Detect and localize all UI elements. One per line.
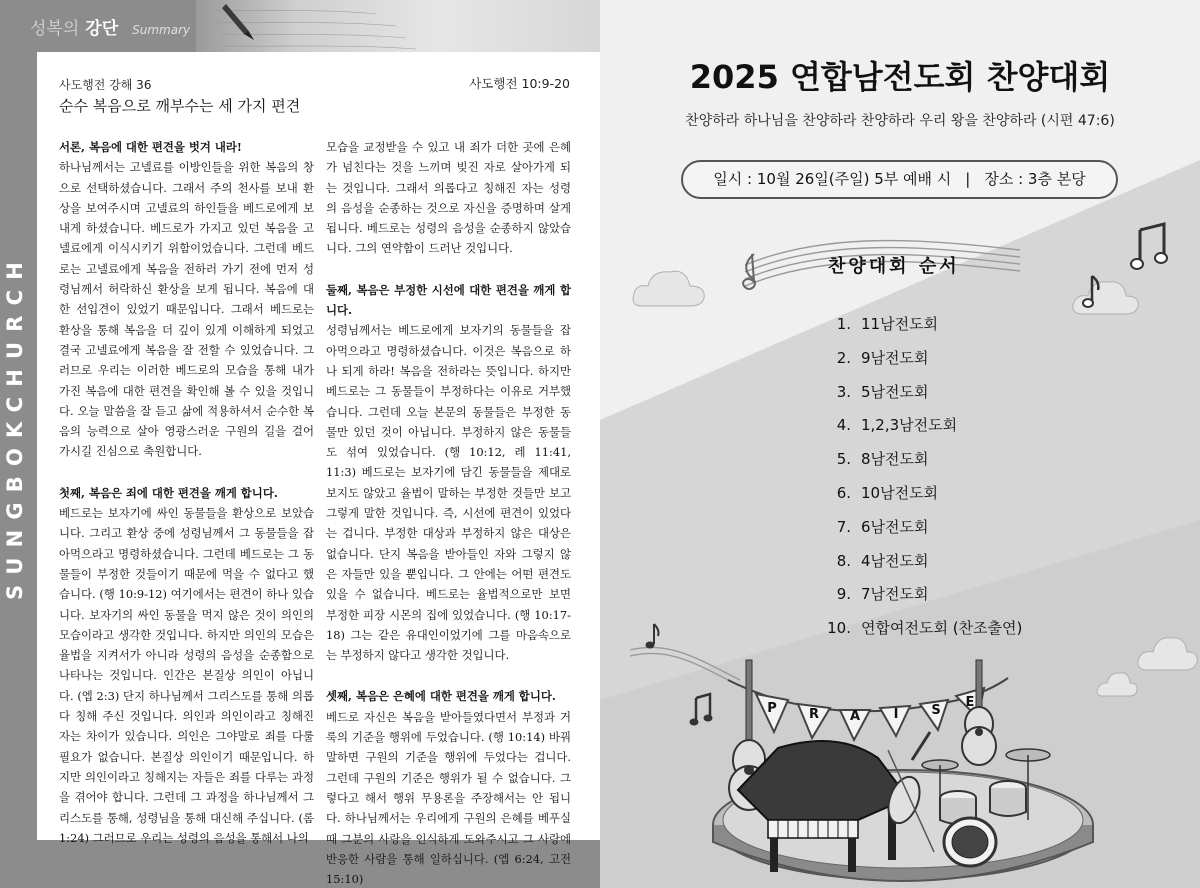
right-page bbox=[600, 0, 1200, 888]
sermon-title: 순수 복음으로 깨부수는 세 가지 편견 bbox=[59, 97, 301, 115]
list-item-name: 11남전도회 bbox=[861, 315, 939, 333]
music-note-icon bbox=[640, 620, 662, 654]
list-item bbox=[813, 347, 1022, 381]
event-date: 일시 : 10월 26일(주일) 5부 예배 시 bbox=[713, 170, 952, 188]
banner-letter: E bbox=[965, 695, 975, 710]
list-item bbox=[813, 516, 1022, 550]
section-body: 베드로 자신은 복음을 받아들였다면서 부정과 거룩의 기준을 행위에 두었습니다. (행 10:14) 바꿔말하면 구원의 기준을 행위에 두었다는 겁니다. 그런데 구원의 기준은 행위가 될 수 없습니다. 그렇다고 해서 행위 무용론을 주장해서는 안 됩니다. 하나님께서는 우리에게 구원의 은혜를 베푸실 때 그분의 사랑을 인식하게 도와주시고 그 사랑에 반응한 사람을 통해 일하십니다. (엡 6:24, 고전 15:10) bbox=[326, 709, 571, 887]
list-item-number: 4. bbox=[836, 416, 851, 435]
pen-icon bbox=[196, 0, 600, 52]
list-item bbox=[813, 313, 1022, 347]
guitar-icon bbox=[962, 660, 996, 765]
section-heading: 첫째, 복음은 죄에 대한 편견을 깨게 합니다. bbox=[59, 485, 278, 500]
list-item-number: 6. bbox=[836, 483, 851, 502]
music-note-icon bbox=[1130, 218, 1172, 274]
sermon-series: 사도행전 강해 36 bbox=[59, 78, 152, 92]
sermon-column-2 bbox=[326, 137, 571, 888]
section-body: 성령님께서는 베드로에게 보자기의 동물들을 잡아먹으라고 명령하셨습니다. 이것은 복음으로 하나 되게 하라! 복음을 전하라는 뜻입니다. 하지만 베드로는 그 동물들이 부정하다는 이유로 거부했습니다. 그런데 오늘 본문의 동물들은 부정한 동물만 있던 것이 아닙니다. 부정하지 않은 동물들도 섞여 있었습니다. (행 10:12, 레 11:41, 11:3) 베드로는 보자기에 담긴 동물들을 제대로 보지도 않았고 율법이 말하는 부정한 것들만 보고 그렇게 말한 것입니다. 즉, 시선에 편견이 있었다는 겁니다. 부정한 대상과 부정하지 않은 대상은 없습니다. 단지 복음을 받아들인 자와 그렇지 않은 자들만 있을 뿐입니다. 그 안에는 어떤 편견도 있을 수 없습니다. 베드로는 율법적으로만 보면 부정한 피장 시몬의 집에 있었습니다. (행 10:17-18) 그는 같은 유대인이었기에 그를 마음속으로는 부정하지 않다고 생각한 것입니다. bbox=[326, 323, 571, 663]
list-item-number: 5. bbox=[836, 450, 851, 469]
list-item-number: 2. bbox=[836, 348, 851, 367]
list-item bbox=[813, 414, 1022, 448]
section-body: 모습을 교정받을 수 있고 내 죄가 더한 곳에 은혜가 넘친다는 것을 느끼며 빚진 자로 살아가게 되는 것입니다. 그래서 의롭다고 칭해진 자는 성령의 음성을 순종하는 것으로 자신을 증명하며 살게 됩니다. 베드로는 성령의 음성을 순종하지 않았습니다. 그의 연약함이 드러난 것입니다. bbox=[326, 140, 571, 256]
stage-illustration bbox=[708, 620, 1128, 888]
list-item-number: 3. bbox=[836, 382, 851, 401]
cloud-icon bbox=[1135, 630, 1200, 675]
list-item-number: 10. bbox=[827, 619, 851, 638]
sermon-reference: 사도행전 10:9-20 bbox=[469, 76, 570, 91]
event-separator: | bbox=[965, 170, 971, 188]
event-title: 2025 연합남전도회 찬양대회 bbox=[689, 58, 1111, 96]
banner-letter: R bbox=[808, 707, 820, 722]
list-item-name: 10남전도회 bbox=[861, 483, 939, 502]
section-title bbox=[30, 14, 190, 39]
list-item-name: 4남전도회 bbox=[861, 551, 929, 570]
order-list bbox=[813, 313, 1022, 651]
section-title-light: 성복의 bbox=[30, 19, 80, 39]
section-heading: 서론, 복음에 대한 편견을 벗겨 내라! bbox=[59, 140, 242, 154]
section-title-sub: Summary bbox=[132, 23, 191, 37]
list-item bbox=[813, 448, 1022, 482]
banner-letter: I bbox=[893, 707, 899, 722]
banner-letter: S bbox=[931, 703, 941, 718]
event-verse: 찬양하라 하나님을 찬양하라 찬양하라 우리 왕을 찬양하라 (시편 47:6) bbox=[685, 113, 1115, 129]
banner-letter: A bbox=[849, 709, 861, 724]
event-place: 장소 : 3층 본당 bbox=[984, 170, 1086, 188]
list-item bbox=[813, 583, 1022, 617]
list-item-name: 6남전도회 bbox=[861, 517, 929, 536]
section-heading: 셋째, 복음은 은혜에 대한 편견을 깨게 합니다. bbox=[326, 689, 556, 704]
cloud-icon bbox=[630, 262, 710, 312]
section-body: 베드로는 보자기에 싸인 동물들을 환상으로 보았습니다. 그리고 환상 중에 성령님께서 그 동물들을 잡아먹으라고 명령하셨습니다. 그런데 베드로는 그 동물들이 부정한 것들이기 때문에 먹을 수 없다고 했습니다. (행 10:9-12) 여기에서는 편견이 하나 있습니다. 보자기의 싸인 동물을 먹지 않은 것이 의인의 모습이라고 생각한 것입니다. 하지만 의인의 모습은 율법을 지켜서가 아니라 성령의 음성을 순종함으로 나타나는 것입니다. 인간은 본질상 의인이 아닙니다. (엡 2:3) 단지 하나님께서 그리스도를 통해 의롭다 칭해 주신 것입니다. 의인과 의인이라고 칭해진 자는 차이가 있습니다. 의인은 그야말로 죄를 다룰 필요가 없습니다. 본질상 의인이기 때문입니다. 하지만 의인이라고 칭해지는 자들은 죄를 다루는 과정을 겪어야 합니다. 그런데 그 과정을 하나님께서 그리스도를 통해, 성령님을 통해 대신해 주십니다. (롬 1:24) 그러므로 우리는 성령의 음성을 통해서 나의 bbox=[59, 506, 314, 845]
header-photo bbox=[196, 0, 600, 52]
banner-letter: P bbox=[767, 701, 777, 716]
side-label: SUNGBOKCHURCH bbox=[3, 252, 27, 600]
treble-clef-icon bbox=[738, 250, 766, 296]
section-body: 하나님께서는 고넬료를 이방인들을 위한 복음의 창으로 선택하셨습니다. 그래서 주의 천사를 보내 환상을 보여주시며 고넬료의 하인들을 베드로에게 보내게 하셨습니다. 베드로가 가지고 있던 복음을 고넬료에게 이식시키기 위함이었습니다. 그런데 베드로는 고넬료에게 복음을 전하러 가기 전에 먼저 성령님께서 허락하신 환상을 보게 됩니다. 복음에 대한 선입견이 있었기 때문입니다. 그래서 베드로는 환상을 통해 복음을 더 깊이 있게 이해하게 되었고 결국 고넬료에게 복음을 잘 전할 수 있었습니다. 그러므로 우리는 이러한 베드로의 모습을 통해 내가 가진 복음에 대한 편견을 확인해 볼 수 있을 것입니다. 오늘 말씀을 잘 듣고 삶에 적용하셔서 순수한 복음의 능력으로 살아 영광스러운 구원의 길을 걸어 가시길 진심으로 축원합니다. bbox=[59, 160, 314, 459]
list-item-name: 8남전도회 bbox=[861, 450, 929, 469]
event-info bbox=[681, 160, 1118, 199]
sermon-paper bbox=[37, 52, 600, 887]
music-note-icon bbox=[1078, 272, 1102, 312]
list-item bbox=[813, 550, 1022, 584]
list-item-name: 9남전도회 bbox=[861, 348, 929, 367]
list-item-name: 1,2,3남전도회 bbox=[861, 416, 958, 435]
list-item bbox=[813, 381, 1022, 415]
list-item-name: 5남전도회 bbox=[861, 382, 929, 401]
order-title: 찬양대회 순서 bbox=[828, 256, 960, 277]
list-item-number: 1. bbox=[836, 315, 851, 333]
list-item-number: 7. bbox=[836, 517, 851, 536]
list-item bbox=[813, 482, 1022, 516]
section-title-bold: 강단 bbox=[85, 19, 119, 39]
list-item-name: 연합여전도회 (찬조출연) bbox=[861, 619, 1023, 638]
list-item-number: 8. bbox=[836, 551, 851, 570]
section-heading: 둘째, 복음은 부정한 시선에 대한 편견을 깨게 합니다. bbox=[326, 282, 571, 318]
sermon-column-1 bbox=[59, 137, 314, 869]
list-item-name: 7남전도회 bbox=[861, 585, 929, 604]
list-item-number: 9. bbox=[836, 585, 851, 604]
